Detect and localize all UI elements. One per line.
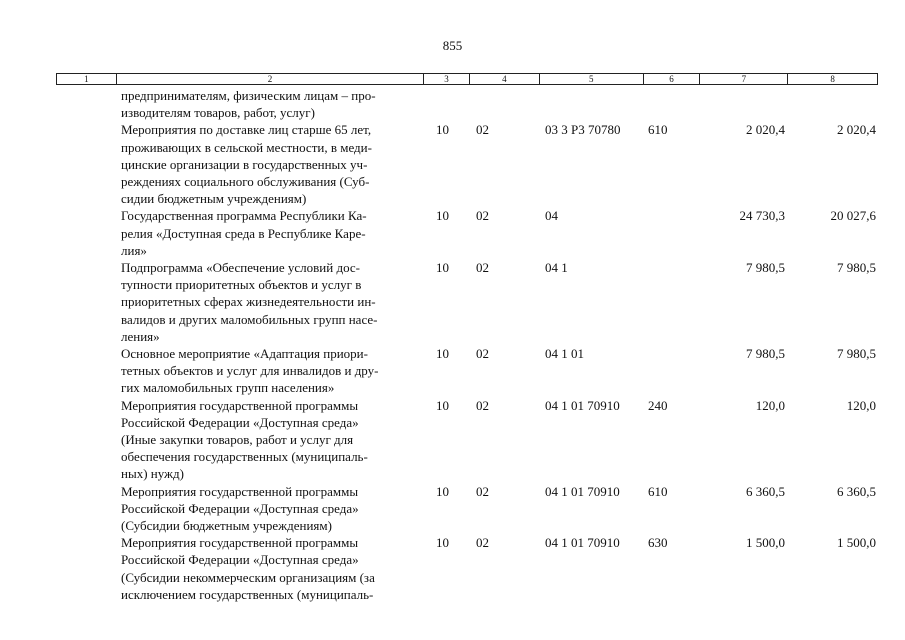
cell-expense-type: 610 (648, 122, 668, 138)
cell-subsection: 02 (476, 122, 489, 138)
cell-section: 10 (436, 483, 449, 499)
cell-amount-2: 7 980,5 (837, 260, 876, 276)
header-col-1: 1 (57, 74, 117, 84)
table-row (56, 207, 878, 259)
cell-expense-type (644, 259, 701, 345)
cell-target-code: 04 1 01 70910 (545, 535, 620, 551)
cell-expense-type (644, 87, 701, 121)
header-col-2: 2 (117, 74, 424, 84)
cell-section: 10 (436, 122, 449, 138)
cell-amount-2: 120,0 (846, 397, 876, 413)
cell-expense-type (644, 345, 701, 397)
cell-section: 10 (436, 260, 449, 276)
table-body (56, 87, 878, 603)
cell-name: Мероприятия государственной программы Российской Федерации «Доступная среда» (Субсидии некоммерческим организациям (за исключением государственных (муниципаль- (121, 535, 375, 602)
cell-target-code: 04 1 01 70910 (545, 483, 620, 499)
table-row (56, 397, 878, 483)
cell-col-1 (56, 345, 116, 397)
cell-subsection: 02 (476, 535, 489, 551)
header-col-3: 3 (424, 74, 470, 84)
cell-section: 10 (436, 346, 449, 362)
cell-subsection: 02 (476, 483, 489, 499)
table-header (56, 73, 878, 85)
cell-amount-1: 7 980,5 (746, 260, 785, 276)
cell-name: Основное мероприятие «Адаптация приори- тетных объектов и услуг для инвалидов и дру- гих маломобильных групп населения» (121, 346, 379, 396)
cell-amount-2: 20 027,6 (830, 208, 876, 224)
cell-name: Мероприятия государственной программы Российской Федерации «Доступная среда» (Субсидии бюджетным учреждениям) (121, 483, 359, 534)
cell-section (424, 87, 470, 121)
cell-target-code: 04 1 (545, 260, 568, 276)
cell-name: Подпрограмма «Обеспечение условий дос- тупности приоритетных объектов и услуг в приоритетных сферах жизнедеятельности ин- валидов и других маломобильных групп насе- ления» (121, 260, 378, 344)
cell-name: предпринимателям, физическим лицам – про- изводителям товаров, работ, услуг) (121, 88, 376, 121)
cell-section: 10 (436, 535, 449, 551)
header-col-4: 4 (470, 74, 540, 84)
cell-amount-2: 2 020,4 (837, 122, 876, 138)
cell-subsection: 02 (476, 208, 489, 224)
cell-col-1 (56, 483, 116, 535)
cell-amount-2: 7 980,5 (837, 346, 876, 362)
cell-target-code: 04 (545, 208, 558, 224)
cell-name: Мероприятия государственной программы Российской Федерации «Доступная среда» (Иные закупки товаров, работ и услуг для обеспечения государственных (муниципаль- ных) нужд) (121, 397, 368, 482)
cell-amount-1: 24 730,3 (739, 208, 785, 224)
cell-amount-1: 6 360,5 (746, 483, 785, 499)
cell-col-1 (56, 259, 116, 345)
table-row (56, 345, 878, 397)
cell-col-1 (56, 534, 116, 603)
cell-expense-type: 630 (648, 535, 668, 551)
cell-target-code: 04 1 01 70910 (545, 397, 620, 413)
cell-amount-1: 2 020,4 (746, 122, 785, 138)
cell-name: Государственная программа Республики Ка- релия «Доступная среда в Республике Каре- лия» (121, 208, 367, 258)
table-row (56, 483, 878, 535)
cell-target-code: 04 1 01 (545, 346, 584, 362)
cell-amount-1: 7 980,5 (746, 346, 785, 362)
cell-amount-1 (701, 87, 789, 121)
cell-name: Мероприятия по доставке лиц старше 65 лет, проживающих в сельской местности, в меди- цинские организации в государственных уч- реждениях социального обслуживания (Суб- сидии бюджетным учреждениям) (121, 122, 372, 207)
header-col-7: 7 (700, 74, 788, 84)
cell-amount-1: 1 500,0 (746, 535, 785, 551)
cell-col-1 (56, 121, 116, 207)
cell-expense-type (644, 207, 701, 259)
table-row (56, 121, 878, 207)
cell-col-1 (56, 87, 116, 121)
cell-expense-type: 610 (648, 483, 668, 499)
page-number: 855 (442, 38, 463, 53)
cell-amount-2: 1 500,0 (837, 535, 876, 551)
header-col-5: 5 (540, 74, 644, 84)
table-row (56, 534, 878, 603)
cell-col-1 (56, 397, 116, 483)
table-row (56, 87, 878, 121)
cell-amount-2 (789, 87, 878, 121)
cell-section: 10 (436, 397, 449, 413)
cell-target-code: 03 3 P3 70780 (545, 122, 621, 138)
cell-subsection: 02 (476, 346, 489, 362)
header-col-8: 8 (830, 74, 835, 84)
cell-section: 10 (436, 208, 449, 224)
cell-amount-1: 120,0 (755, 397, 785, 413)
cell-col-1 (56, 207, 116, 259)
cell-amount-2: 6 360,5 (837, 483, 876, 499)
table-row (56, 259, 878, 345)
cell-expense-type: 240 (648, 397, 668, 413)
cell-subsection (470, 87, 540, 121)
cell-subsection: 02 (476, 397, 489, 413)
cell-target-code (540, 87, 644, 121)
header-col-6: 6 (644, 74, 701, 84)
cell-subsection: 02 (476, 260, 489, 276)
